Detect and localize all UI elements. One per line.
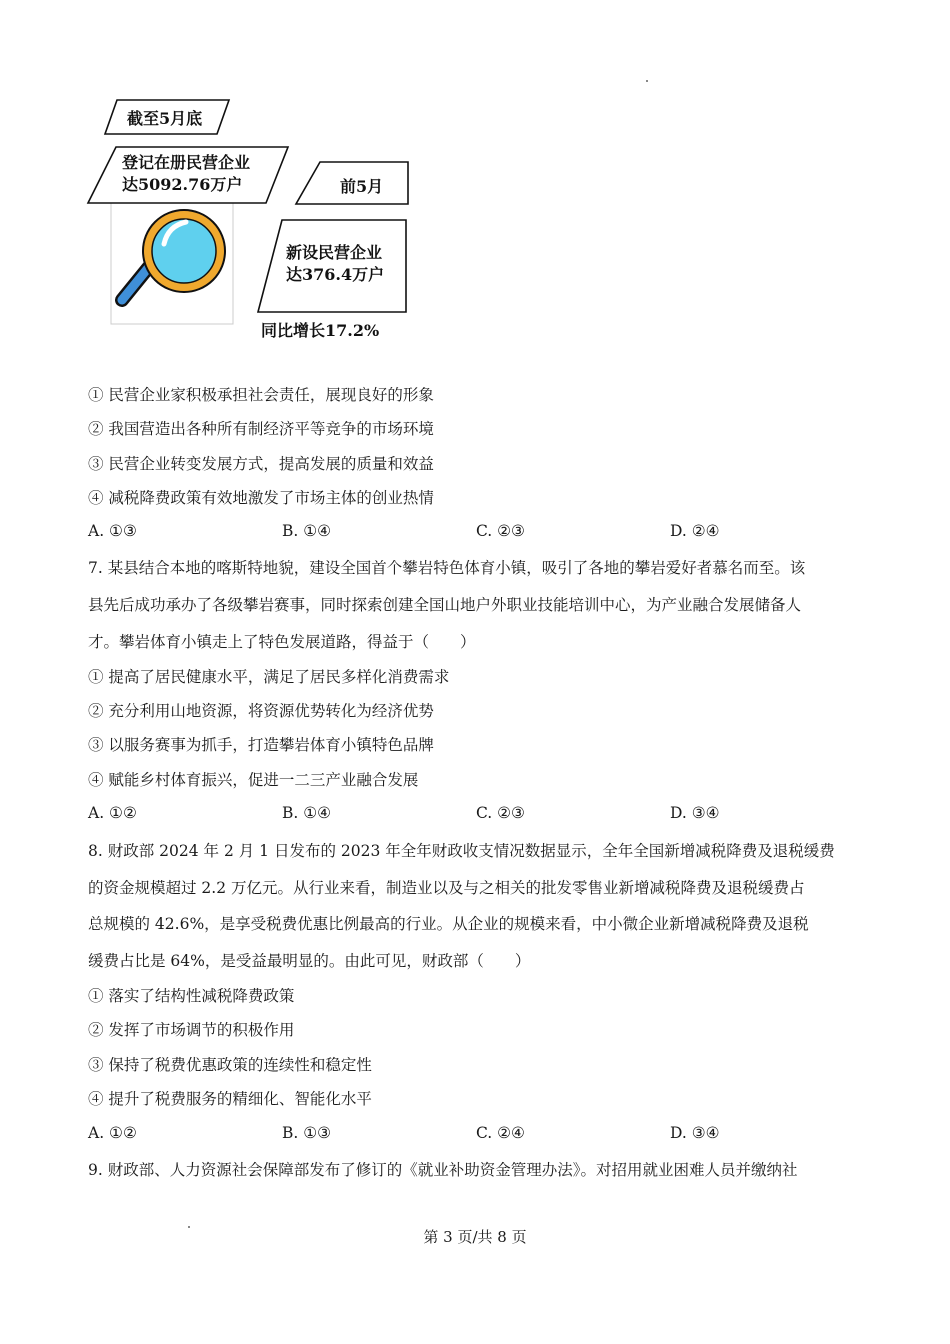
q7-stem-line-1: 7. 某县结合本地的喀斯特地貌，建设全国首个攀岩特色体育小镇，吸引了各地的攀岩爱好者慕名而至。该 [88,559,806,577]
infographic-shapes [86,94,426,344]
q6-item-1: ① 民营企业家积极承担社会责任，展现良好的形象 [88,386,434,404]
q7-option-b[interactable]: B. ①④ [282,804,332,822]
label-as-of-may: 截至5月底 [127,109,203,128]
q7-item-4: ④ 赋能乡村体育振兴，促进一二三产业融合发展 [88,771,419,789]
q8-item-1: ① 落实了结构性减税降费政策 [88,987,295,1005]
q8-stem-line-2: 的资金规模超过 2.2 万亿元。从行业来看，制造业以及与之相关的批发零售业新增减税降费及退税缓费占 [88,879,805,897]
q8-option-c[interactable]: C. ②④ [476,1124,525,1142]
q6-option-d[interactable]: D. ②④ [670,522,720,540]
label-registered [122,152,250,196]
scan-dot [646,80,648,82]
q6-option-c[interactable]: C. ②③ [476,522,525,540]
q9-stem-line-1: 9. 财政部、人力资源社会保障部发布了修订的《就业补助资金管理办法》。对招用就业困难人员并缴纳社 [88,1161,798,1179]
label-new-line2: 达376.4万户 [286,265,385,284]
q6-item-4: ④ 减税降费政策有效地激发了市场主体的创业热情 [88,489,434,507]
q8-item-4: ④ 提升了税费服务的精细化、智能化水平 [88,1090,372,1108]
q8-option-a[interactable]: A. ①② [88,1124,137,1142]
label-growth: 同比增长17.2% [261,321,380,340]
label-first-five-months: 前5月 [340,177,384,196]
infographic [86,94,426,344]
q8-item-3: ③ 保持了税费优惠政策的连续性和稳定性 [88,1056,372,1074]
q8-stem-line-4: 缓费占比是 64%，是受益最明显的。由此可见，财政部（ ） [88,952,531,970]
q8-option-d[interactable]: D. ③④ [670,1124,720,1142]
q6-item-2: ② 我国营造出各种所有制经济平等竞争的市场环境 [88,420,434,438]
q6-option-b[interactable]: B. ①④ [282,522,332,540]
q6-option-a[interactable]: A. ①③ [88,522,137,540]
q7-stem-line-3: 才。攀岩体育小镇走上了特色发展道路，得益于（ ） [88,633,476,651]
q7-stem-line-2: 县先后成功承办了各级攀岩赛事，同时探索创建全国山地户外职业技能培训中心，为产业融合发展储备人 [88,596,802,614]
q8-item-2: ② 发挥了市场调节的积极作用 [88,1021,295,1039]
q7-option-d[interactable]: D. ③④ [670,804,720,822]
q8-stem-line-3: 总规模的 42.6%，是享受税费优惠比例最高的行业。从企业的规模来看，中小微企业新增减税降费及退税 [88,915,809,933]
q6-item-3: ③ 民营企业转变发展方式，提高发展的质量和效益 [88,455,434,473]
q7-option-a[interactable]: A. ①② [88,804,137,822]
q7-option-c[interactable]: C. ②③ [476,804,525,822]
q7-item-1: ① 提高了居民健康水平，满足了居民多样化消费需求 [88,668,450,686]
label-new-enterprises [286,242,384,286]
q8-stem-line-1: 8. 财政部 2024 年 2 月 1 日发布的 2023 年全年财政收支情况数据显示，全年全国新增减税降费及退税缓费 [88,842,835,860]
q8-option-b[interactable]: B. ①③ [282,1124,332,1142]
q7-item-2: ② 充分利用山地资源，将资源优势转化为经济优势 [88,702,434,720]
q7-item-3: ③ 以服务赛事为抓手，打造攀岩体育小镇特色品牌 [88,736,434,754]
label-registered-line1: 登记在册民营企业 [122,153,251,172]
page-footer: 第 3 页/共 8 页 [423,1228,527,1246]
label-new-line1: 新设民营企业 [286,243,383,262]
label-registered-line2: 达5092.76万户 [122,175,243,194]
